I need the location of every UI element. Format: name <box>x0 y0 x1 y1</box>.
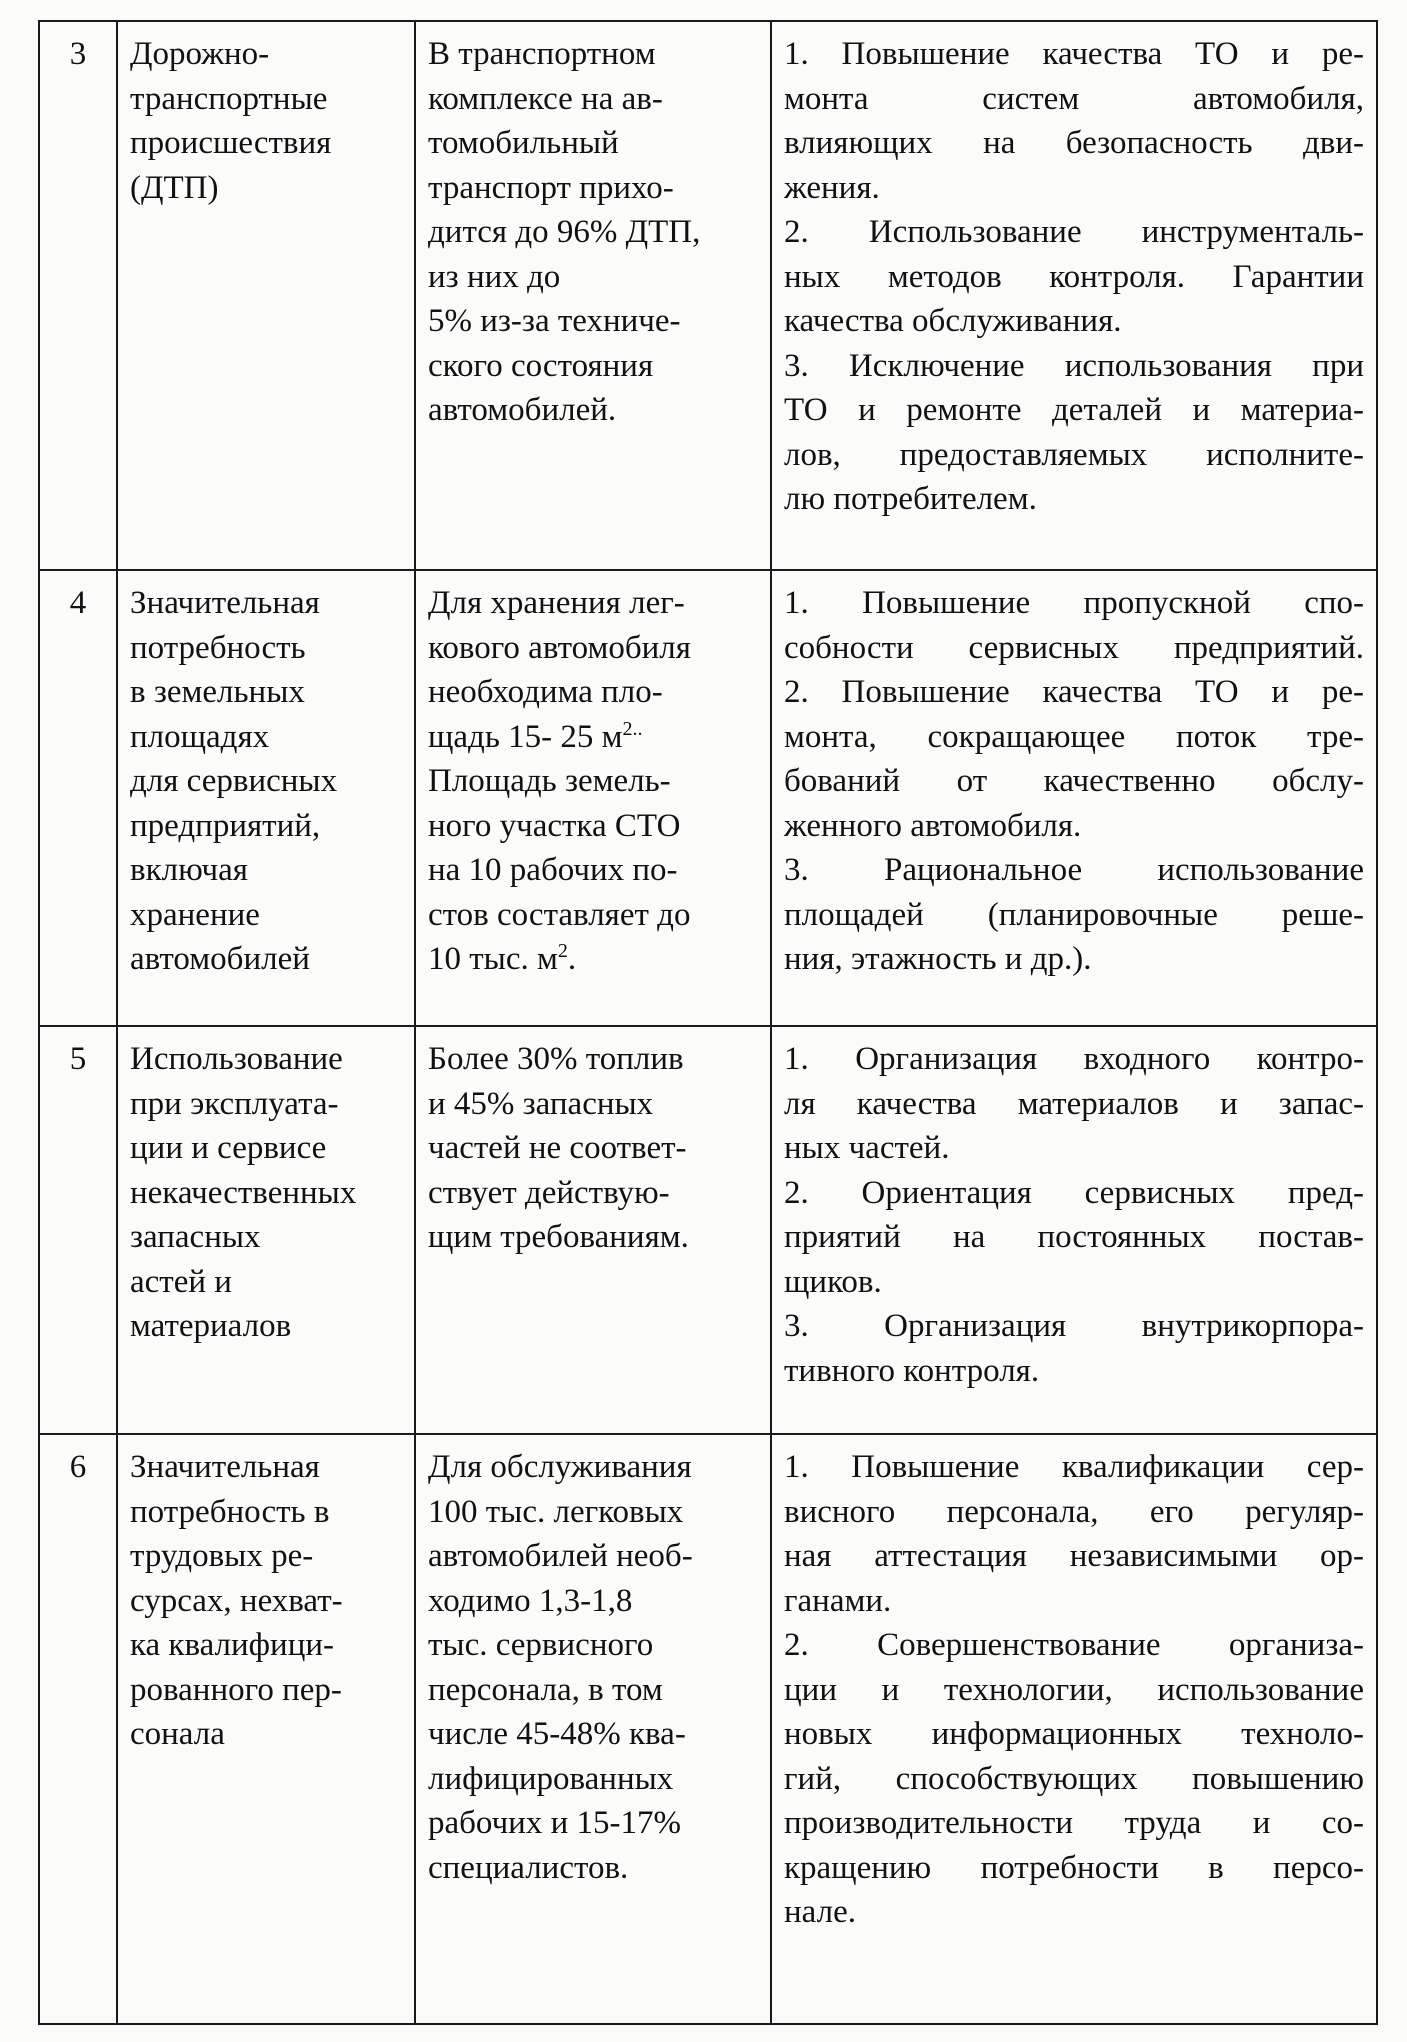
measure-line: тивного контроля. <box>784 1352 1040 1389</box>
row-number: 4 <box>69 585 87 621</box>
problem-line: сонала <box>130 1716 225 1752</box>
row-number-cell <box>39 1026 117 1434</box>
problem-line: транспортные <box>130 80 328 117</box>
data-line: лифицированных <box>428 1760 674 1797</box>
measures-cell <box>771 570 1377 1026</box>
measure-line: 2. Повышение качества ТО и ре- <box>784 674 1364 710</box>
data-line: числе 45-48% ква- <box>428 1716 686 1752</box>
data-line: и 45% запасных <box>428 1085 654 1122</box>
measure-line: 3. Организация внутрикорпора- <box>784 1308 1364 1344</box>
problem-cell <box>117 1026 415 1434</box>
measure-line: жения. <box>784 169 880 206</box>
data-line: Более 30% топлив <box>428 1041 684 1077</box>
problem-line: Значительная <box>130 1449 320 1485</box>
problem-cell <box>117 1434 415 2024</box>
data-line: щим требованиям. <box>428 1219 689 1255</box>
problem-line: Использование <box>130 1041 343 1077</box>
data-cell <box>415 21 771 570</box>
data-line: специалистов. <box>428 1849 629 1886</box>
data-line: 100 тыс. легковых <box>428 1493 684 1530</box>
data-line-text: щадь 15- 25 м <box>428 718 623 755</box>
measure-line: 1. Повышение пропускной спо- <box>784 585 1364 621</box>
measure-line: кращению потребности в персо- <box>784 1849 1364 1886</box>
measure-line: висного персонала, его регуляр- <box>784 1493 1364 1530</box>
problem-line: при эксплуата- <box>130 1085 339 1122</box>
data-line: транспорт прихо- <box>428 169 674 206</box>
measure-line: ная аттестация независимыми ор- <box>784 1538 1364 1574</box>
measure-line: 3. Рациональное использование <box>784 852 1364 888</box>
row-number: 3 <box>69 36 87 72</box>
data-line: дится до 96% ДТП, <box>428 214 701 250</box>
measure-line: 1. Организация входного контро- <box>784 1041 1364 1077</box>
measure-line: щиков. <box>784 1263 882 1300</box>
table-row <box>39 570 1377 1026</box>
measure-line: влияющих на безопасность дви- <box>784 125 1364 161</box>
measure-line: женного автомобиля. <box>784 807 1082 844</box>
measure-line: лю потребителем. <box>784 481 1037 517</box>
measure-line: производительности труда и со- <box>784 1805 1364 1841</box>
problem-line: автомобилей <box>130 941 310 977</box>
problem-cell <box>117 570 415 1026</box>
data-line: 5% из-за техниче- <box>428 303 681 339</box>
problem-line: для сервисных <box>130 763 338 799</box>
problems-measures-table <box>38 20 1378 2025</box>
measure-line: монта систем автомобиля, <box>784 80 1364 117</box>
data-line: комплексе на ав- <box>428 80 663 117</box>
data-line: автомобилей необ- <box>428 1538 693 1574</box>
problem-line: потребность <box>130 629 306 666</box>
superscript: 2 <box>557 940 568 962</box>
data-line: Площадь земель- <box>428 763 671 799</box>
measure-line: 1. Повышение качества ТО и ре- <box>784 36 1364 72</box>
problem-line: площадях <box>130 718 270 755</box>
measure-line: ТО и ремонте деталей и материа- <box>784 392 1364 428</box>
measures-cell <box>771 1434 1377 2024</box>
data-line: из них до <box>428 258 561 295</box>
problem-line: астей и <box>130 1263 232 1300</box>
measure-line: площадей (планировочные реше- <box>784 896 1364 933</box>
data-cell <box>415 1026 771 1434</box>
superscript: 2.. <box>622 717 643 740</box>
measure-line: 1. Повышение квалификации сер- <box>784 1449 1364 1485</box>
problem-line: Значительная <box>130 585 320 621</box>
row-number: 5 <box>69 1041 87 1077</box>
table-row <box>39 1434 1377 2024</box>
data-line: ского состояния <box>428 347 654 384</box>
table-body <box>39 21 1377 2024</box>
measure-line: собности сервисных предприятий. <box>784 629 1364 666</box>
measure-line: ных частей. <box>784 1130 950 1166</box>
data-line <box>428 715 758 760</box>
measure-line: 3. Исключение использования при <box>784 347 1364 384</box>
table-row <box>39 21 1377 570</box>
problem-line: включая <box>130 852 248 888</box>
problem-line: материалов <box>130 1308 292 1344</box>
data-line: персонала, в том <box>428 1671 663 1708</box>
table-row <box>39 1026 1377 1434</box>
problem-line: некачественных <box>130 1174 357 1211</box>
measure-line: нале. <box>784 1894 856 1930</box>
measures-cell <box>771 1026 1377 1434</box>
data-line: ного участка СТО <box>428 807 681 844</box>
measure-line: бований от качественно обслу- <box>784 763 1364 799</box>
measure-line: новых информационных техноло- <box>784 1716 1364 1752</box>
measure-line: лов, предоставляемых исполните- <box>784 436 1364 473</box>
measure-line: ния, этажность и др.). <box>784 941 1092 977</box>
data-line: на 10 рабочих по- <box>428 852 678 888</box>
row-number-cell <box>39 1434 117 2024</box>
data-line: ствует действую- <box>428 1174 670 1211</box>
measure-line: ля качества материалов и запас- <box>784 1085 1364 1122</box>
row-number: 6 <box>69 1449 87 1485</box>
measure-line: качества обслуживания. <box>784 303 1122 339</box>
problem-line: потребность в <box>130 1493 330 1530</box>
data-line: стов составляет до <box>428 896 691 933</box>
measure-line: 2. Совершенствование организа- <box>784 1627 1364 1663</box>
problem-line: Дорожно- <box>130 36 270 72</box>
data-line: В транспортном <box>428 36 656 72</box>
data-cell <box>415 570 771 1026</box>
measure-line: 2. Использование инструменталь- <box>784 214 1364 250</box>
data-line: необходима пло- <box>428 674 663 710</box>
problem-line: хранение <box>130 896 260 933</box>
problem-line: происшествия <box>130 125 332 161</box>
problem-line: трудовых ре- <box>130 1538 314 1574</box>
problem-line: ции и сервисе <box>130 1130 327 1166</box>
data-line-text: 10 тыс. м <box>428 941 558 977</box>
row-number-cell <box>39 21 117 570</box>
problem-cell <box>117 21 415 570</box>
data-line: ходимо 1,3-1,8 <box>428 1582 633 1619</box>
data-line <box>428 937 758 982</box>
problem-line: ка квалифици- <box>130 1627 335 1663</box>
measure-line: ных методов контроля. Гарантии <box>784 258 1364 295</box>
measures-cell <box>771 21 1377 570</box>
measure-line: гий, способствующих повышению <box>784 1760 1364 1797</box>
measure-line: ганами. <box>784 1582 892 1619</box>
measure-line: монта, сокращающее поток тре- <box>784 718 1364 755</box>
problem-line: (ДТП) <box>130 169 219 206</box>
data-line: частей не соответ- <box>428 1130 687 1166</box>
measure-line: 2. Ориентация сервисных пред- <box>784 1174 1364 1211</box>
data-line: автомобилей. <box>428 392 617 428</box>
data-line: кового автомобиля <box>428 629 691 666</box>
problem-line: сурсах, нехват- <box>130 1582 343 1619</box>
data-line: тыс. сервисного <box>428 1627 654 1663</box>
data-line: томобильный <box>428 125 619 161</box>
data-cell <box>415 1434 771 2024</box>
data-line: Для хранения лег- <box>428 585 685 621</box>
measure-line: приятий на постоянных постав- <box>784 1219 1364 1255</box>
data-line: Для обслуживания <box>428 1449 692 1485</box>
row-number-cell <box>39 570 117 1026</box>
problem-line: запасных <box>130 1219 261 1255</box>
measure-line: ции и технологии, использование <box>784 1671 1364 1708</box>
problem-line: в земельных <box>130 674 305 710</box>
data-line-end: . <box>567 941 577 977</box>
data-line: рабочих и 15-17% <box>428 1805 681 1841</box>
problem-line: предприятий, <box>130 807 321 844</box>
problem-line: рованного пер- <box>130 1671 342 1708</box>
